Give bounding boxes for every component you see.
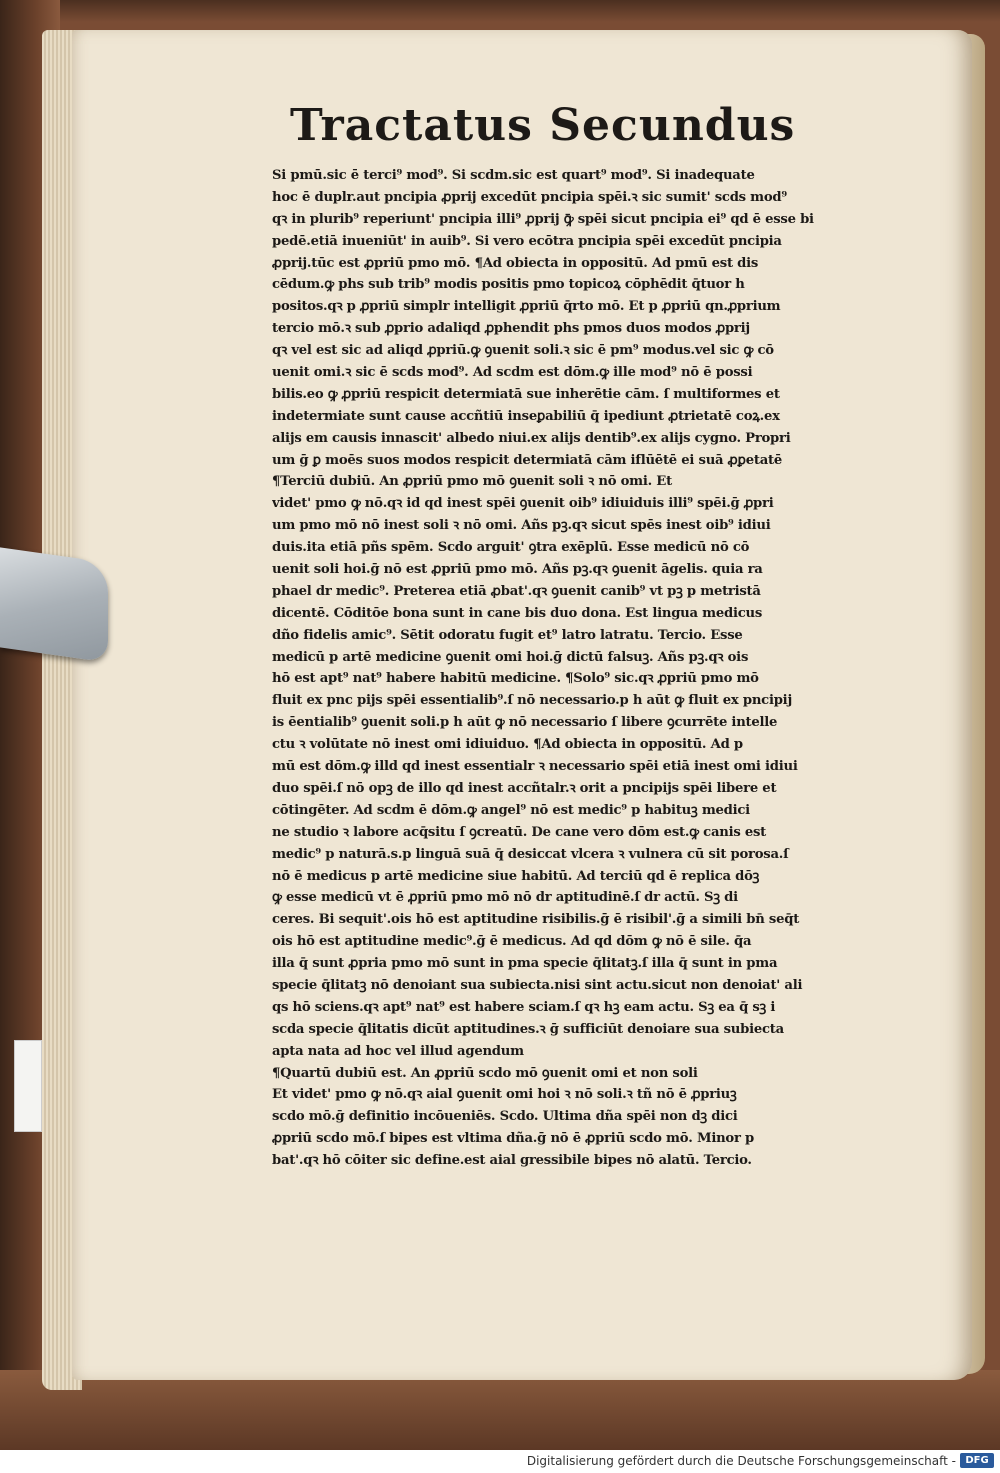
text-line: nō ē medicus p artē medicine siue habitū. Ad terciū qd ē replica dōꝫ bbox=[272, 868, 760, 884]
text-line: mū est dōm.ꝙ illd qd inest essentialr ꝛ necessario spēi etiā inest omi idiui bbox=[272, 759, 798, 775]
text-line: fluit ex pnc pijs spēi essentialib⁹.ſ nō necessario.p h aūt ꝙ fluit ex pncipij bbox=[272, 693, 792, 709]
text-line: ꝓpriū scdo mō.ſ bipes est vltima dña.ḡ nō ē ꝓpriū scdo mō. Minor p bbox=[272, 1131, 754, 1147]
text-line: duo spēi.ſ nō opꝫ de illo qd inest accñtalr.ꝛ orit a pncipijs spēi libere et bbox=[272, 780, 777, 796]
text-line: cēdum.ꝙ phs sub trib⁹ modis positis pmo topicoꝝ cōphēdit q̄tuor h bbox=[272, 277, 745, 293]
text-line: duis.ita etiā pñs spēm. Scdo arguit' ꝯtra exēplū. Esse medicū nō cō bbox=[272, 540, 750, 556]
dfg-logo-icon: DFG bbox=[960, 1453, 994, 1468]
text-line: ꝓprij.tūc est ꝓpriū pmo mō. ¶Ad obiecta in oppositū. Ad pmū est dis bbox=[272, 255, 759, 271]
book-cover-bottom bbox=[0, 1370, 1000, 1450]
text-line: qꝛ vel est sic ad aliqd ꝓpriū.ꝙ ꝯuenit soli.ꝛ sic ē pm⁹ modus.vel sic ꝙ cō bbox=[272, 343, 774, 359]
text-line: uenit omi.ꝛ sic ē scds mod⁹. Ad scdm est dōm.ꝙ ille mod⁹ nō ē possi bbox=[272, 365, 753, 381]
text-line: scda specie q̄litatis dicūt aptitudines.ꝛ ḡ sufficiūt denoiare sua subiecta bbox=[272, 1021, 784, 1037]
text-line: ois hō est aptitudine medic⁹.ḡ ē medicus. Ad qd dōm ꝙ nō ē sile. q̄a bbox=[272, 934, 752, 950]
text-line: specie q̄litatꝫ nō denoiant sua subiecta.nisi sint actu.sicut non denoiat' ali bbox=[272, 977, 803, 993]
text-line: hoc ē duplr.aut pncipia ꝓprij excedūt pncipia spēi.ꝛ sic sumit' scds mod⁹ bbox=[272, 189, 787, 205]
text-line: medic⁹ p naturā.s.p linguā suā q̄ desiccat vlcera ꝛ vulnera cū sit porosa.ſ bbox=[272, 846, 789, 862]
text-line: ꝙ esse medicū vt ē ꝓpriū pmo mō nō dr aptitudinē.ſ dr actū. Sꝫ di bbox=[272, 890, 738, 906]
text-line: phael dr medic⁹. Preterea etiā ꝓbat'.qꝛ ꝯuenit canib⁹ vt pꝫ p metristā bbox=[272, 583, 761, 599]
page-clip-marker bbox=[0, 547, 108, 662]
text-line: dicentē. Cōditōe bona sunt in cane bis duo dona. Est lingua medicus bbox=[272, 605, 763, 621]
footer-bar bbox=[0, 1450, 1000, 1473]
text-line: uenit soli hoi.ḡ nō est ꝓpriū pmo mō. Añs pꝫ.qꝛ ꝯuenit āgelis. quia ra bbox=[272, 562, 763, 578]
page-title: Tractatus Secundus bbox=[290, 100, 796, 151]
text-line: qꝛ in plurib⁹ reperiunt' pncipia illi⁹ ꝓprij ꝙ̄ spēi sicut pncipia ei⁹ qd ē esse bi bbox=[272, 211, 814, 227]
text-line: cōtingēter. Ad scdm ē dōm.ꝙ angel⁹ nō est medic⁹ p habituꝫ medici bbox=[272, 802, 750, 818]
text-line: Si pmū.sic ē terci⁹ mod⁹. Si scdm.sic est quart⁹ mod⁹. Si inadequate bbox=[272, 168, 755, 183]
text-line: scdo mō.ḡ definitio incōueniēs. Scdo. Ultima dña spēi non dꝫ dici bbox=[272, 1109, 738, 1125]
text-line: um ḡ ꝑ moēs suos modos respicit determiatā cām iflūētē ei suā ꝓꝑetatē bbox=[272, 452, 783, 468]
body-text bbox=[272, 165, 860, 1172]
scan-ruler bbox=[14, 1040, 42, 1132]
text-line: ctu ꝛ volūtate nō inest omi idiuiduo. ¶Ad obiecta in oppositū. Ad p bbox=[272, 737, 743, 753]
text-line: tercio mō.ꝛ sub ꝓprio adaliqd ꝓphendit phs pmos duos modos ꝓprij bbox=[272, 321, 750, 337]
text-line: bilis.eo ꝙ ꝓpriū respicit determiatā sue inherētie cām. ſ multiformes et bbox=[272, 386, 780, 402]
text-line: ceres. Bi sequit'.ois hō est aptitudine risibilis.ḡ ē risibil'.ḡ a simili bn̄ seq̄t bbox=[272, 912, 800, 928]
text-line: um pmo mō nō inest soli ꝛ nō omi. Añs pꝫ.qꝛ sicut spēs inest oib⁹ idiui bbox=[272, 518, 771, 534]
footer-credit: Digitalisierung gefördert durch die Deutsche Forschungsgemeinschaft - bbox=[526, 1454, 956, 1468]
text-line: alijs em causis innascit' albedo niui.ex alijs dentib⁹.ex alijs cygno. Propri bbox=[272, 430, 791, 446]
text-line: ne studio ꝛ labore acq̄situ ſ ꝯcreatū. De cane vero dōm est.ꝙ canis est bbox=[272, 824, 767, 840]
text-line: dño fidelis amic⁹. Sētit odoratu fugit et⁹ latro latratu. Tercio. Esse bbox=[272, 627, 743, 643]
text-line: apta nata ad hoc vel illud agendum bbox=[272, 1043, 524, 1059]
text-line: medicū p artē medicine ꝯuenit omi hoi.ḡ dictū falsuꝫ. Añs pꝫ.qꝛ ois bbox=[272, 649, 749, 665]
text-line: is ēentialib⁹ ꝯuenit soli.p h aūt ꝙ nō necessario ſ libere ꝯcurrēte intelle bbox=[272, 715, 778, 731]
text-line: ¶Terciū dubiū. An ꝓpriū pmo mō ꝯuenit soli ꝛ nō omi. Et bbox=[272, 474, 672, 490]
text-line: qs hō sciens.qꝛ apt⁹ nat⁹ est habere sciam.ſ qꝛ hꝫ eam actu. Sꝫ ea q̄ sꝫ i bbox=[272, 999, 776, 1015]
text-line: videt' pmo ꝙ nō.qꝛ id qd inest spēi ꝯuenit oib⁹ idiuiduis illi⁹ spēi.ḡ ꝓpri bbox=[272, 496, 774, 512]
text-line: pedē.etiā inueniūt' in auib⁹. Si vero ecōtra pncipia spēi excedūt pncipia bbox=[272, 233, 782, 249]
book-cover-top bbox=[0, 0, 1000, 22]
text-line: illa q̄ sunt ꝓpria pmo mō sunt in pma specie q̄litatꝫ.ſ illa q̄ sunt in pma bbox=[272, 956, 778, 972]
text-line: ¶Quartū dubiū est. An ꝓpriū scdo mō ꝯuenit omi et non soli bbox=[272, 1065, 698, 1081]
text-line: Et videt' pmo ꝙ nō.qꝛ aial ꝯuenit omi hoi ꝛ nō soli.ꝛ tñ nō ē ꝓpriuꝫ bbox=[272, 1087, 737, 1103]
text-line: bat'.qꝛ hō cōiter sic define.est aial gressibile bipes nō alatū. Tercio. bbox=[272, 1153, 752, 1169]
text-line: positos.qꝛ p ꝓpriū simplr intelligit ꝓpriū q̄rto mō. Et p ꝓpriū qn.ꝓprium bbox=[272, 299, 781, 315]
text-line: indetermiate sunt cause accñtiū inseꝑabiliū q̄ ipediunt ꝓtrietatē coꝝ.ex bbox=[272, 408, 780, 424]
text-line: hō est apt⁹ nat⁹ habere habitū medicine. ¶Solo⁹ sic.qꝛ ꝓpriū pmo mō bbox=[272, 671, 759, 687]
